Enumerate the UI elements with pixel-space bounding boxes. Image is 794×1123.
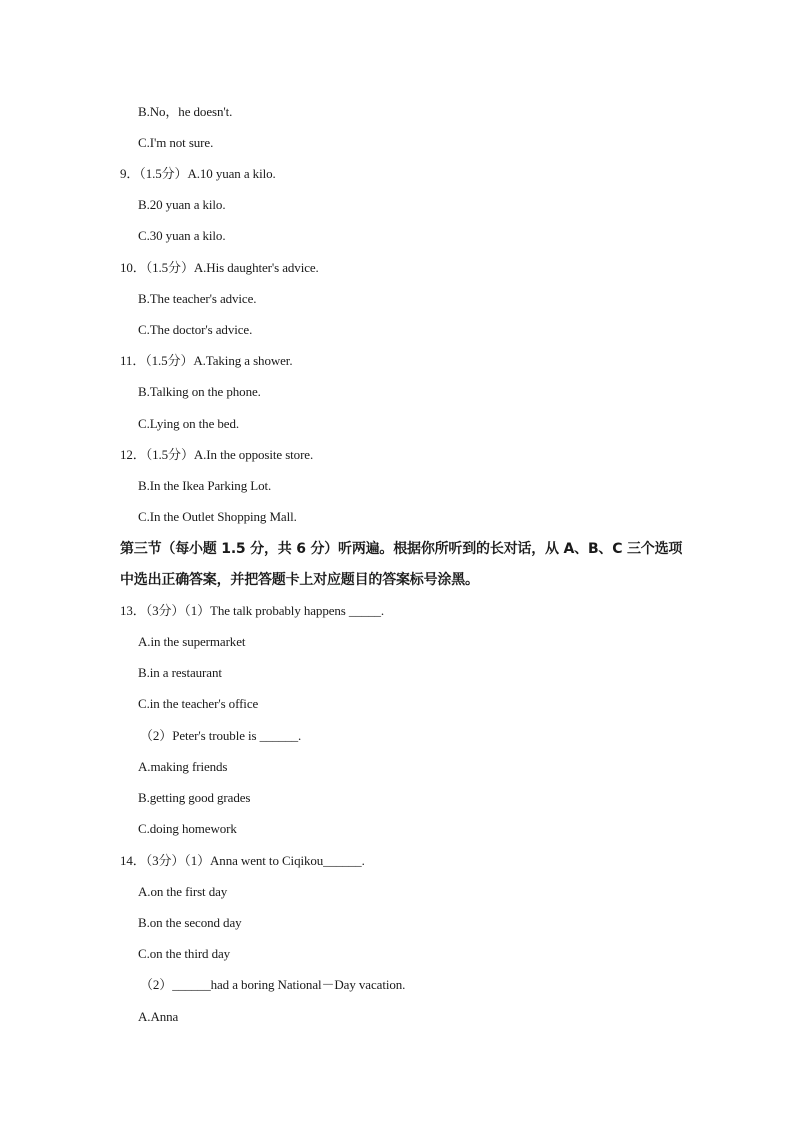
option-12c: C.In the Outlet Shopping Mall. xyxy=(138,509,297,524)
option-13-2b: B.getting good grades xyxy=(138,790,251,805)
option-9b: B.20 yuan a kilo. xyxy=(138,197,226,212)
question-9: 9．（1.5分）A.10 yuan a kilo. xyxy=(120,166,276,181)
question-11: 11．（1.5分）A.Taking a shower. xyxy=(120,353,293,368)
option-13-1b: B.in a restaurant xyxy=(138,665,222,680)
question-14-part-1: 14．（3分）（1）Anna went to Ciqikou______. xyxy=(120,853,365,868)
question-14-part-2: （2）______had a boring National－Day vacation. xyxy=(140,977,406,992)
option-11b: B.Talking on the phone. xyxy=(138,384,261,399)
option-13-2c: C.doing homework xyxy=(138,821,237,836)
option-13-1c: C.in the teacher's office xyxy=(138,696,259,711)
option-11c: C.Lying on the bed. xyxy=(138,416,240,431)
option-10b: B.The teacher's advice. xyxy=(138,291,257,306)
option-13-2a: A.making friends xyxy=(138,759,228,774)
option-14-1b: B.on the second day xyxy=(138,915,242,930)
option-8b: B.No，he doesn't. xyxy=(138,104,233,119)
option-14-2a: A.Anna xyxy=(138,1009,179,1024)
option-9c: C.30 yuan a kilo. xyxy=(138,228,226,243)
question-13-part-2: （2）Peter's trouble is ______. xyxy=(140,728,302,743)
option-14-1a: A.on the first day xyxy=(138,884,228,899)
question-10: 10．（1.5分）A.His daughter's advice. xyxy=(120,260,319,275)
option-12b: B.In the Ikea Parking Lot. xyxy=(138,478,272,493)
option-8c: C.I'm not sure. xyxy=(138,135,214,150)
question-12: 12．（1.5分）A.In the opposite store. xyxy=(120,447,314,462)
section-3-instruction-line-2: 中选出正确答案，并把答题卡上对应题目的答案标号涂黑。 xyxy=(120,572,479,588)
question-13-part-1: 13．（3分）（1）The talk probably happens _____. xyxy=(120,603,385,618)
option-10c: C.The doctor's advice. xyxy=(138,322,253,337)
option-13-1a: A.in the supermarket xyxy=(138,634,246,649)
section-3-instruction-line-1: 第三节（每小题 1.5 分，共 6 分）听两遍。根据你所听到的长对话，从 A、B、C 三个选项 xyxy=(120,541,683,557)
option-14-1c: C.on the third day xyxy=(138,946,231,961)
